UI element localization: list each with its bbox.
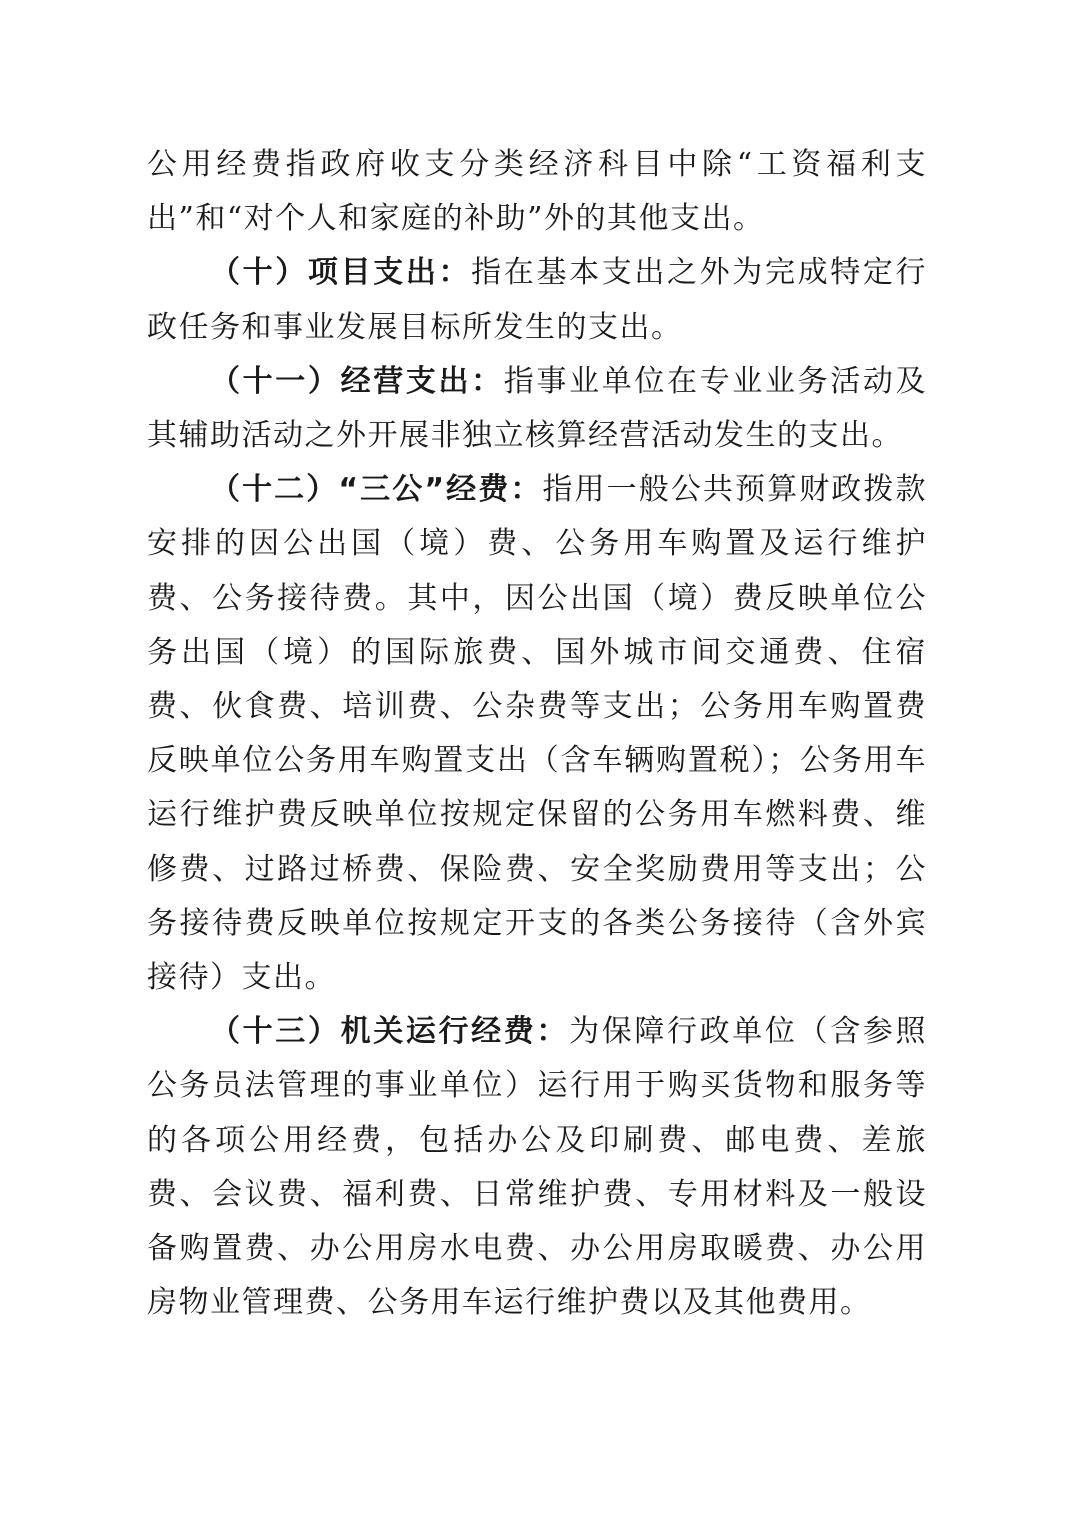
paragraph-operating-expenditure (147, 355, 927, 463)
term-heading: （十三）机关运行经费： (210, 1014, 570, 1050)
term-heading: （十二）“三公”经费： (210, 472, 543, 508)
paragraph-three-public-expenses (147, 463, 927, 1005)
paragraph-text: 公用经费指政府收支分类经济科目中除“工资福利支出”和“对个人和家庭的补助”外的其他支出。 (147, 147, 927, 237)
paragraph-public-expense-continued (147, 138, 927, 246)
document-body (147, 138, 927, 1330)
term-heading: （十）项目支出： (210, 255, 472, 291)
paragraph-project-expenditure (147, 246, 927, 354)
paragraph-text: 为保障行政单位（含参照公务员法管理的事业单位）运行用于购买货物和服务等的各项公用经费，包括办公及印刷费、邮电费、差旅费、会议费、福利费、日常维护费、专用材料及一般设备购置费、办公用房水电费、办公用房取暖费、办公用房物业管理费、公务用车运行维护费以及其他费用。 (147, 1014, 928, 1321)
term-heading: （十一）经营支出： (210, 363, 504, 399)
paragraph-agency-operating-expenses (147, 1005, 927, 1330)
paragraph-text: 指用一般公共预算财政拨款安排的因公出国（境）费、公务用车购置及运行维护费、公务接待费。其中，因公出国（境）费反映单位公务出国（境）的国际旅费、国外城市间交通费、住宿费、伙食费、培训费、公杂费等支出；公务用车购置费反映单位公务用车购置支出（含车辆购置税）；公务用车运行维护费反映单位按规定保留的公务用车燃料费、维修费、过路过桥费、保险费、安全奖励费用等支出；公务接待费反映单位按规定开支的各类公务接待（含外宾接待）支出。 (147, 472, 927, 996)
paragraph-text: 指在基本支出之外为完成特定行政任务和事业发展目标所发生的支出。 (147, 255, 928, 345)
paragraph-text: 指事业单位在专业业务活动及其辅助活动之外开展非独立核算经营活动发生的支出。 (147, 363, 928, 454)
